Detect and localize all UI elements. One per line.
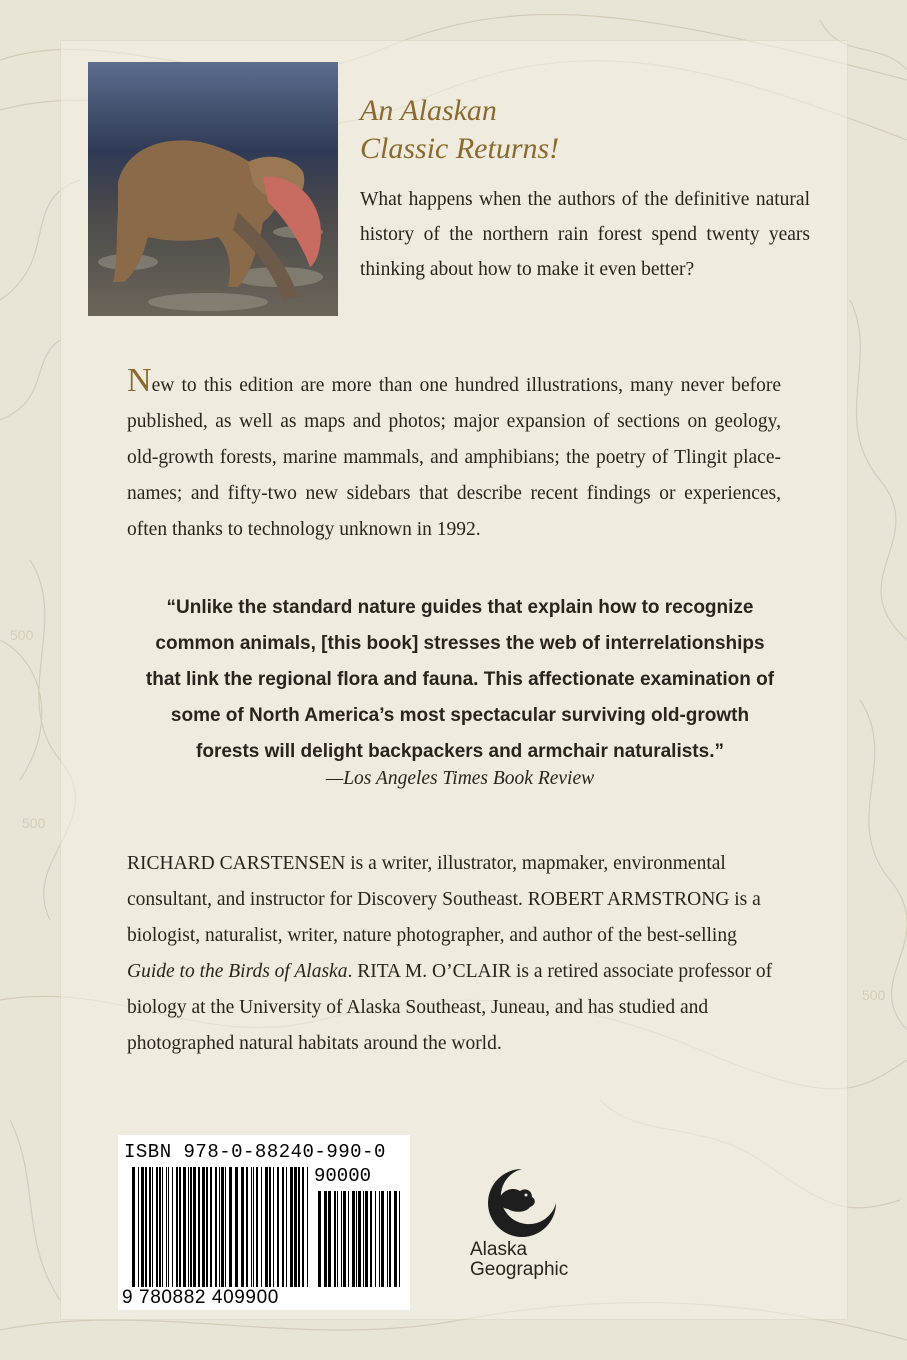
barcode-bar — [152, 1167, 153, 1287]
barcode-bar — [389, 1191, 391, 1287]
barcode-bar — [221, 1167, 224, 1287]
publisher-line-2: Geographic — [470, 1259, 569, 1280]
heading-line-2: Classic Returns! — [360, 132, 560, 165]
barcode-bar — [219, 1167, 220, 1287]
barcode-bar — [179, 1167, 181, 1287]
barcode-bar — [358, 1191, 361, 1287]
barcode-bar — [387, 1191, 388, 1287]
barcode-bar — [145, 1167, 147, 1287]
barcode-bar — [149, 1167, 151, 1287]
svg-text:500: 500 — [862, 987, 886, 1003]
barcode-bar — [265, 1167, 268, 1287]
heading-line-1: An Alaskan — [360, 94, 497, 127]
barcode-bar — [298, 1167, 300, 1287]
barcode-bar — [379, 1191, 380, 1287]
barcode-bar — [394, 1191, 397, 1287]
barcode-bar — [381, 1191, 384, 1287]
barcode-bar — [246, 1167, 248, 1287]
intro-paragraph: What happens when the authors of the definitive natural history of the northern rain forest spend twenty years thinking about how to make it even better? — [360, 189, 810, 280]
barcode-bar — [183, 1167, 186, 1287]
barcode-bar — [210, 1167, 212, 1287]
drop-cap: N — [127, 362, 152, 399]
barcode-bar — [225, 1167, 226, 1287]
barcode-bar — [166, 1167, 167, 1287]
barcode-bar — [132, 1167, 135, 1287]
barcode-bar — [215, 1167, 217, 1287]
bear-crescent-logo-icon — [486, 1167, 558, 1239]
edition-description — [127, 362, 781, 548]
bio-carstensen: RICHARD CARSTENSEN is a writer, illustrator, mapmaker, environmental consultant, and instructor for Discovery Southeast. — [127, 853, 726, 910]
barcode-bar — [352, 1191, 355, 1287]
barcode-bar — [286, 1167, 287, 1287]
barcode-bar — [363, 1191, 364, 1287]
barcode-bar — [334, 1191, 336, 1287]
isbn-label: ISBN 978-0-88240-990-0 — [124, 1141, 386, 1163]
barcode-digits: 9 780882 409900 — [122, 1287, 279, 1308]
barcode-bar — [202, 1167, 205, 1287]
isbn-barcode — [118, 1135, 410, 1310]
barcode-bar — [193, 1167, 196, 1287]
barcode-bar — [188, 1167, 189, 1287]
barcode-bar — [294, 1167, 297, 1287]
review-attribution: —Los Angeles Times Book Review — [325, 768, 595, 789]
barcode-bar — [251, 1167, 252, 1287]
barcode-bar — [348, 1191, 349, 1287]
barcode-bar — [356, 1191, 357, 1287]
edition-description-text: ew to this edition are more than one hundred illustrations, many never before published, as well as maps and photos; major expansion of sections on geology, old-growth forests, marine mammals, and amphibians; the poetry of Tlingit place-names; and fifty-two new sidebars that describe recent findings or experiences, often thanks to technology unknown in 1992. — [127, 375, 781, 540]
barcode-bar — [290, 1167, 293, 1287]
author-bios — [127, 846, 787, 1062]
barcode-bar — [190, 1167, 192, 1287]
svg-text:500: 500 — [22, 815, 46, 831]
book-title: Guide to the Birds of Alaska — [127, 961, 348, 982]
price-code: 90000 — [314, 1165, 372, 1187]
barcode-bar — [229, 1167, 232, 1287]
barcode-bars — [132, 1167, 310, 1287]
barcode-bar — [273, 1167, 274, 1287]
barcode-bar — [256, 1167, 258, 1287]
barcode-bar — [172, 1167, 173, 1287]
barcode-bar — [399, 1191, 400, 1287]
barcode-bar — [168, 1167, 169, 1287]
barcode-bar — [318, 1191, 321, 1287]
barcode-bar — [324, 1191, 327, 1287]
svg-text:500: 500 — [10, 627, 34, 643]
barcode-bar — [277, 1167, 279, 1287]
barcode-bar — [241, 1167, 244, 1287]
publisher-name — [470, 1240, 576, 1280]
bear-with-salmon-photo — [88, 62, 338, 316]
barcode-bar — [235, 1167, 238, 1287]
barcode-bar — [375, 1191, 376, 1287]
barcode-bar — [261, 1167, 262, 1287]
barcode-bar — [206, 1167, 208, 1287]
barcode-bar — [159, 1167, 161, 1287]
barcode-bar — [269, 1167, 271, 1287]
barcode-bar — [141, 1167, 144, 1287]
price-barcode-bars — [318, 1191, 402, 1287]
review-quote: “Unlike the standard nature guides that explain how to recognize common animals, [this book] stresses the web of interrelationships that link the regional flora and fauna. This affectionate examination of some of North America’s most spectacular surviving old-growth forests will delight backpackers and armchair naturalists.” — [145, 597, 775, 762]
barcode-bar — [341, 1191, 342, 1287]
barcode-bar — [162, 1167, 163, 1287]
barcode-bar — [138, 1167, 139, 1287]
barcode-bar — [282, 1167, 284, 1287]
barcode-bar — [343, 1191, 346, 1287]
barcode-bar — [156, 1167, 158, 1287]
barcode-bar — [302, 1167, 304, 1287]
barcode-bar — [176, 1167, 178, 1287]
publisher-line-1: Alaska — [470, 1239, 528, 1260]
bio-oclair: RITA M. O’CLAIR is a retired associate professor of biology at the University of Alaska Southeast, Juneau, and has studied and photographed natural habitats around the world. — [127, 961, 773, 1054]
barcode-bar — [328, 1191, 331, 1287]
barcode-bar — [370, 1191, 372, 1287]
barcode-bar — [365, 1191, 368, 1287]
barcode-bar — [307, 1167, 308, 1287]
barcode-bar — [337, 1191, 338, 1287]
bio-armstrong: ROBERT ARMSTRONG is a biologist, naturalist, writer, nature photographer, and author of the best-selling Guide to the Birds of Alaska. — [127, 889, 761, 982]
barcode-bar — [253, 1167, 254, 1287]
barcode-bar — [198, 1167, 200, 1287]
heading — [360, 92, 800, 168]
